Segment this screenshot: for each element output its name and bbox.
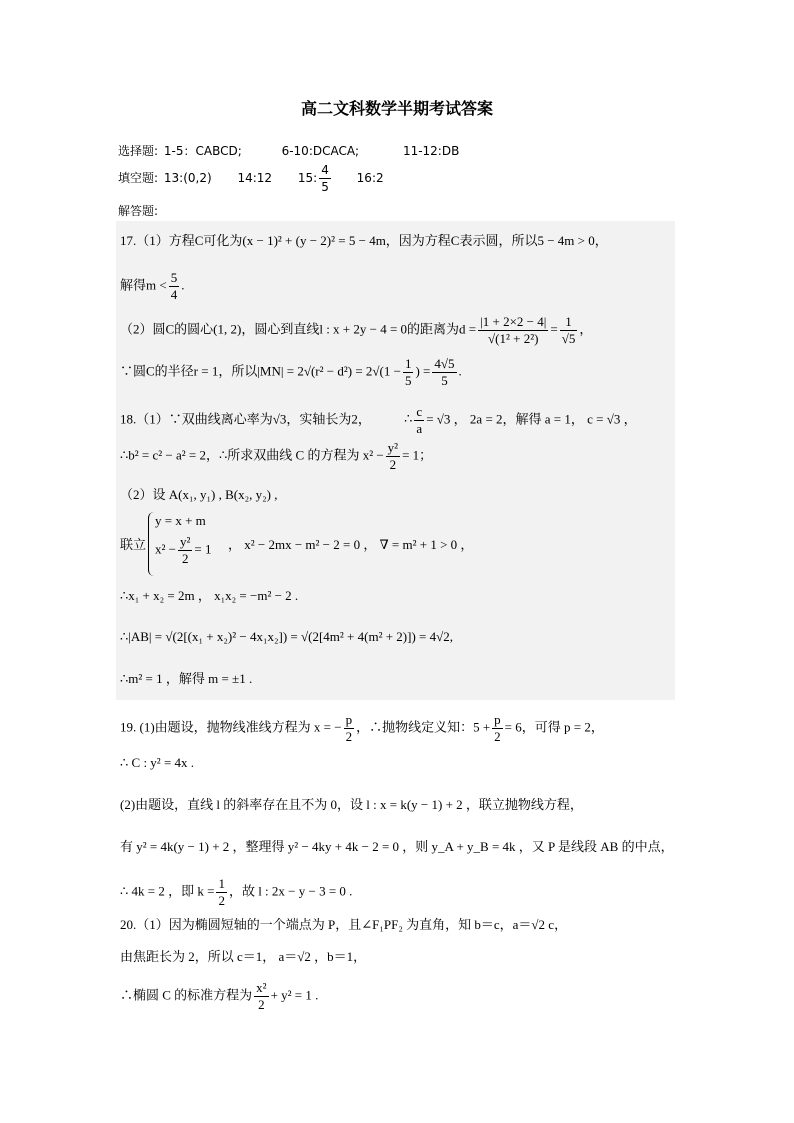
frac-num: 1 — [404, 356, 412, 371]
frac-den: 2 — [494, 729, 501, 744]
frac-num: 1 — [218, 876, 225, 891]
q20-line-2: 由焦距长为 2，所以 c＝1， a＝√2 ，b＝1， — [120, 949, 367, 964]
fraction — [432, 356, 456, 389]
q17-l2-post: . — [181, 277, 185, 293]
q18-line-2 — [120, 440, 432, 473]
fill-d: 16:2 — [356, 171, 384, 185]
choice-row — [118, 142, 459, 160]
frac-den: a — [416, 421, 423, 436]
q17-l3-post: ， — [579, 321, 593, 337]
q20-l3-post: + y² = 1 . — [270, 987, 319, 1003]
frac-num: c — [416, 404, 423, 419]
q18-sys2-pre: x² − — [155, 541, 176, 557]
fill-c-pre: 15: — [297, 171, 318, 185]
page-title: 高二文科数学半期考试答案 — [300, 99, 493, 118]
q18-line-1 — [120, 404, 637, 437]
frac-den: 2 — [345, 729, 353, 744]
frac-num: 4√5 — [434, 356, 455, 371]
q18-sys2-post: = 1 — [194, 541, 212, 557]
q18-l2-pre: ∴b² = c² − a² = 2，∴所求双曲线 C 的方程为 x² − — [120, 447, 384, 463]
q17-l3-pre: （2）圆C的圆心(1, 2)，圆心到直线l : x + 2y − 4 = 0的距离为d = — [120, 321, 477, 337]
q18-line-4-post: ， x² − 2mx − m² − 2 = 0 ， ∇ = m² + 1 > 0 ， — [228, 537, 474, 552]
frac-den: 2 — [258, 997, 265, 1012]
frac-num: y² — [387, 440, 399, 455]
fraction — [178, 534, 192, 567]
q20-l3-pre: ∴椭圆 C 的标准方程为 — [120, 987, 253, 1003]
choice-c: 11-12:DB — [402, 144, 460, 158]
frac-den: 5 — [441, 373, 448, 388]
answer-label: 解答题: — [118, 204, 159, 218]
q18-sys-eq2 — [155, 534, 211, 567]
fraction — [492, 712, 503, 745]
q20-line-3 — [120, 980, 318, 1013]
fraction — [319, 162, 331, 195]
frac-num: 4 — [321, 163, 329, 177]
q17-l4-mid: ) = — [415, 363, 431, 379]
q18-l1-post: = √3 ， 2a = 2，解得 a = 1， c = √3 ， — [426, 411, 637, 427]
fill-row — [118, 162, 384, 195]
q18-line-7: ∴m² = 1 ，解得 m = ±1 . — [120, 671, 253, 686]
q18-label-lianli: 联立 — [120, 537, 147, 552]
fraction — [403, 356, 414, 389]
frac-num: 1 — [560, 314, 578, 331]
fraction — [386, 440, 400, 473]
q19-line-5 — [120, 876, 352, 909]
fraction — [414, 404, 424, 437]
fill-c — [297, 163, 333, 194]
q19-l5-post: ，故 l : 2x − y − 3 = 0 . — [228, 883, 353, 899]
q19-l1-mid: ，∴抛物线定义知：5 + — [356, 719, 491, 735]
frac-num: p — [494, 712, 501, 727]
fill-b: 14:12 — [237, 171, 273, 185]
fraction — [216, 876, 227, 909]
q17-line-1: 17.（1）方程C可化为(x − 1)² + (y − 2)² = 5 − 4m，因为方程C表示圆，所以5 − 4m > 0， — [120, 233, 608, 248]
choice-label: 选择题: — [118, 144, 159, 158]
frac-num: |1 + 2×2 − 4| — [480, 314, 547, 329]
q18-l2-post: = 1； — [402, 447, 433, 463]
q17-l4-pre: ∵圆C的半径r = 1，所以|MN| = 2√(r² − d²) = 2√(1 − — [120, 363, 401, 379]
frac-num: y² — [179, 534, 191, 549]
q20-line-1: 20.（1）因为椭圆短轴的一个端点为 P，且∠F₁PF₂ 为直角，知 b＝c，a＝√2 c， — [120, 917, 568, 932]
fraction — [344, 712, 355, 745]
q18-line-6: ∴|AB| = √(2[(x₁ + x₂)² − 4x₁x₂]) = √(2[4m² + 4(m² + 2)]) = 4√2, — [120, 629, 454, 644]
frac-num: x² — [256, 980, 267, 995]
fill-label: 填空题: — [118, 171, 159, 185]
fraction — [478, 314, 548, 347]
fill-a: 13:(0,2) — [163, 171, 212, 185]
q17-line-2 — [120, 270, 184, 303]
q19-line-1 — [120, 712, 604, 745]
frac-den: 5 — [404, 373, 412, 388]
q19-l1-post: = 6，可得 p = 2， — [504, 719, 604, 735]
frac-den: 2 — [218, 893, 225, 908]
q17-l3-eq: = — [550, 321, 558, 337]
fraction — [254, 980, 268, 1013]
q18-line-3: （2）设 A(x₁, y₁) , B(x₂, y₂) , — [120, 487, 278, 502]
frac-den: 2 — [181, 551, 189, 566]
q18-sys-eq1: y = x + m — [155, 513, 206, 528]
choice-a: 1-5：CABCD; — [163, 144, 242, 158]
fraction — [560, 314, 578, 347]
frac-den: √5 — [561, 331, 576, 346]
q18-line-5: ∴x₁ + x₂ = 2m ， x₁x₂ = −m² − 2 . — [120, 588, 299, 603]
q17-l4-post: . — [458, 363, 462, 379]
q18-l1-therefore: ∴ — [404, 411, 413, 427]
q17-line-3 — [120, 314, 592, 347]
frac-den: 2 — [389, 457, 397, 472]
frac-den: √(1² + 2²) — [488, 331, 539, 346]
q18-system-brace — [148, 512, 211, 576]
frac-num: 5 — [170, 270, 178, 285]
fraction — [169, 270, 180, 303]
q17-line-4 — [120, 356, 462, 389]
q17-l2-pre: 解得m < — [120, 277, 167, 293]
q19-line-4: 有 y² = 4k(y − 1) + 2 ，整理得 y² − 4ky + 4k − 2 = 0 ，则 y_A + y_B = 4k ，又 P 是线段 AB 的中点， — [120, 839, 674, 854]
frac-den: 4 — [170, 287, 178, 302]
frac-den: 5 — [321, 180, 329, 194]
q19-line-3: (2)由题设，直线 l 的斜率存在且不为 0，设 l : x = k(y − 1) + 2 ，联立抛物线方程， — [120, 797, 583, 812]
q19-l5-pre: ∴ 4k = 2 ，即 k = — [120, 883, 215, 899]
q18-l1-pre: 18.（1）∵双曲线离心率为√3，实轴长为2， — [120, 411, 371, 427]
q19-l1-pre: 19. (1)由题设，抛物线准线方程为 x = − — [120, 719, 342, 735]
choice-b: 6-10:DCACA; — [281, 144, 360, 158]
q19-line-2: ∴ C : y² = 4x . — [120, 755, 195, 770]
frac-num: p — [345, 712, 353, 727]
